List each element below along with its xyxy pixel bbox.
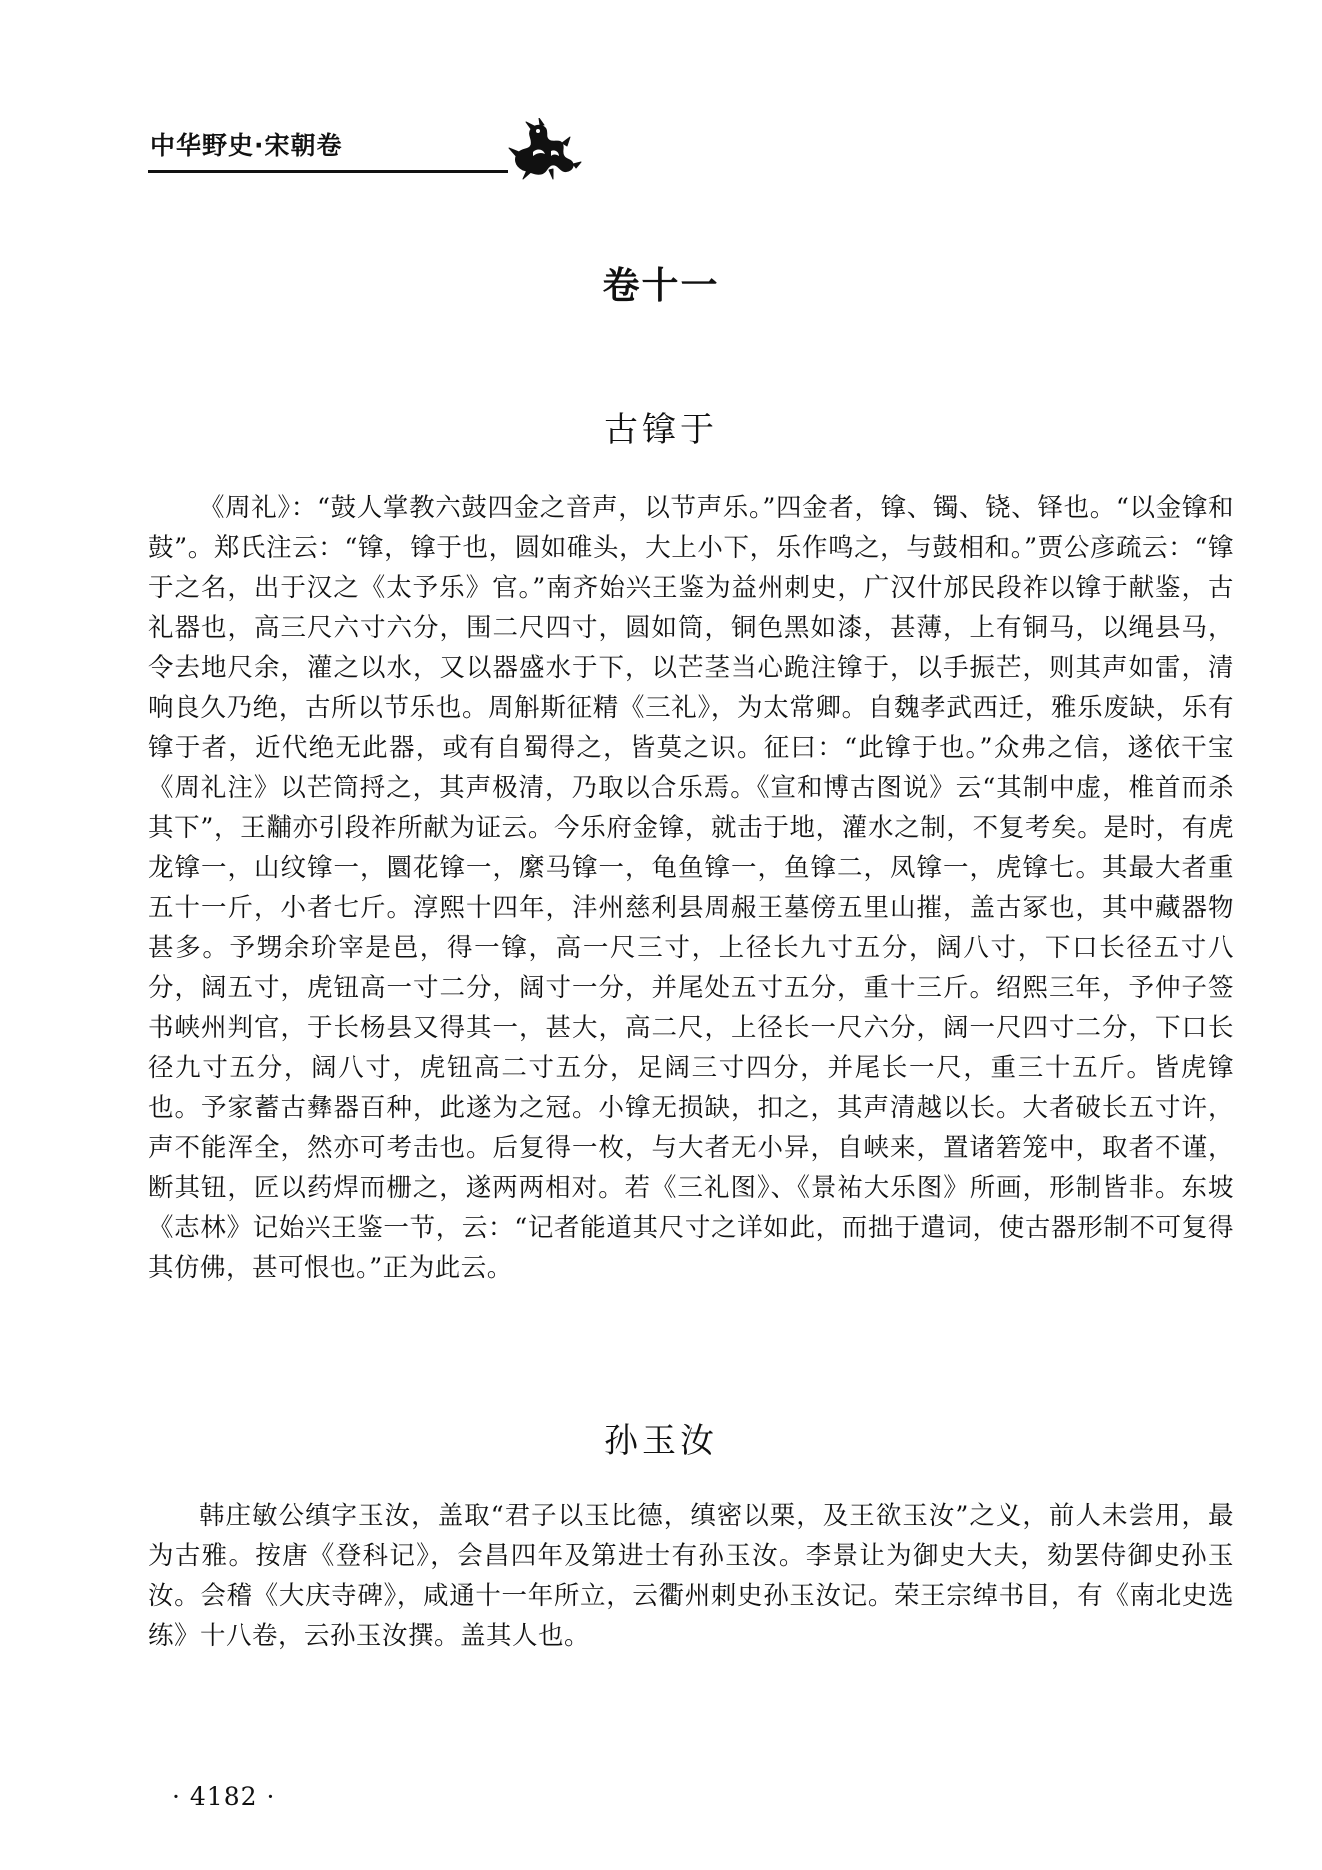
section-title-sun-yuru: 孙玉汝 — [604, 1421, 718, 1461]
book-title: 中华野史·宋朝卷 — [150, 131, 343, 160]
section-title-gu-chunyu: 古镎于 — [604, 410, 718, 450]
running-header — [148, 118, 588, 180]
section-paragraph-gu-chunyu: 《周礼》：“鼓人掌教六鼓四金之音声，以节声乐。”四金者，镎、镯、铙、铎也。“以金镎和鼓”。郑氏注云：“镎，镎于也，圆如碓头，大上小下，乐作鸣之，与鼓相和。”贾公彦疏云：“镎于之名，出于汉之《太予乐》官。”南齐始兴王鉴为益州刺史，广汉什邡民段祚以镎于献鉴，古礼器也，高三尺六寸六分，围二尺四寸，圆如筒，铜色黑如漆，甚薄，上有铜马，以绳县马，令去地尺余，灌之以水，又以器盛水于下，以芒茎当心跪注镎于，以手振芒，则其声如雷，清响良久乃绝，古所以节乐也。周斛斯征精《三礼》，为太常卿。自魏孝武西迁，雅乐废缺，乐有镎于者，近代绝无此器，或有自蜀得之，皆莫之识。征曰：“此镎于也。”众弗之信，遂依干宝《周礼注》以芒筒捋之，其声极清，乃取以合乐焉。《宣和博古图说》云“其制中虚，椎首而杀其下”，王黼亦引段祚所献为证云。今乐府金镎，就击于地，灌水之制，不复考矣。是时，有虎龙镎一，山纹镎一，圜花镎一，縻马镎一，龟鱼镎一，鱼镎二，凤镎一，虎镎七。其最大者重五十一斤，小者七斤。淳熙十四年，沣州慈利县周赧王墓傍五里山摧，盖古冢也，其中藏器物甚多。予甥余玠宰是邑，得一镎，高一尺三寸，上径长九寸五分，阔八寸，下口长径五寸八分，阔五寸，虎钮高一寸二分，阔寸一分，并尾处五寸五分，重十三斤。绍熙三年，予仲子签书峡州判官，于长杨县又得其一，甚大，高二尺，上径长一尺六分，阔一尺四寸二分，下口长径九寸五分，阔八寸，虎钮高二寸五分，足阔三寸四分，并尾长一尺，重三十五斤。皆虎镎也。予家蓄古彝器百种，此遂为之冠。小镎无损缺，扣之，其声清越以长。大者破长五寸许，声不能浑全，然亦可考击也。后复得一枚，与大者无小异，自峡来，置诸箬笼中，取者不谨，断其钮，匠以药焊而栅之，遂两两相对。若《三礼图》、《景祐大乐图》所画，形制皆非。东坡《志林》记始兴王鉴一节，云：“记者能道其尺寸之详如此，而拙于遣词，使古器形制不可复得其仿佛，甚可恨也。”正为此云。 — [148, 493, 1234, 1283]
volume-title: 卷十一 — [602, 264, 720, 307]
section-paragraph-sun-yuru: 韩庄敏公缜字玉汝，盖取“君子以玉比德，缜密以栗，及王欲玉汝”之义，前人未尝用，最为古雅。按唐《登科记》，会昌四年及第进士有孙玉汝。李景让为御史大夫，劾罢侍御史孙玉汝。会稽《大庆寺碑》，咸通十一年所立，云衢州刺史孙玉汝记。荣王宗绰书目，有《南北史选练》十八卷，云孙玉汝撰。盖其人也。 — [148, 1501, 1234, 1651]
header-rule — [148, 170, 508, 173]
page-number: · 4182 · — [172, 1782, 276, 1811]
dragon-emblem-icon — [493, 118, 583, 180]
